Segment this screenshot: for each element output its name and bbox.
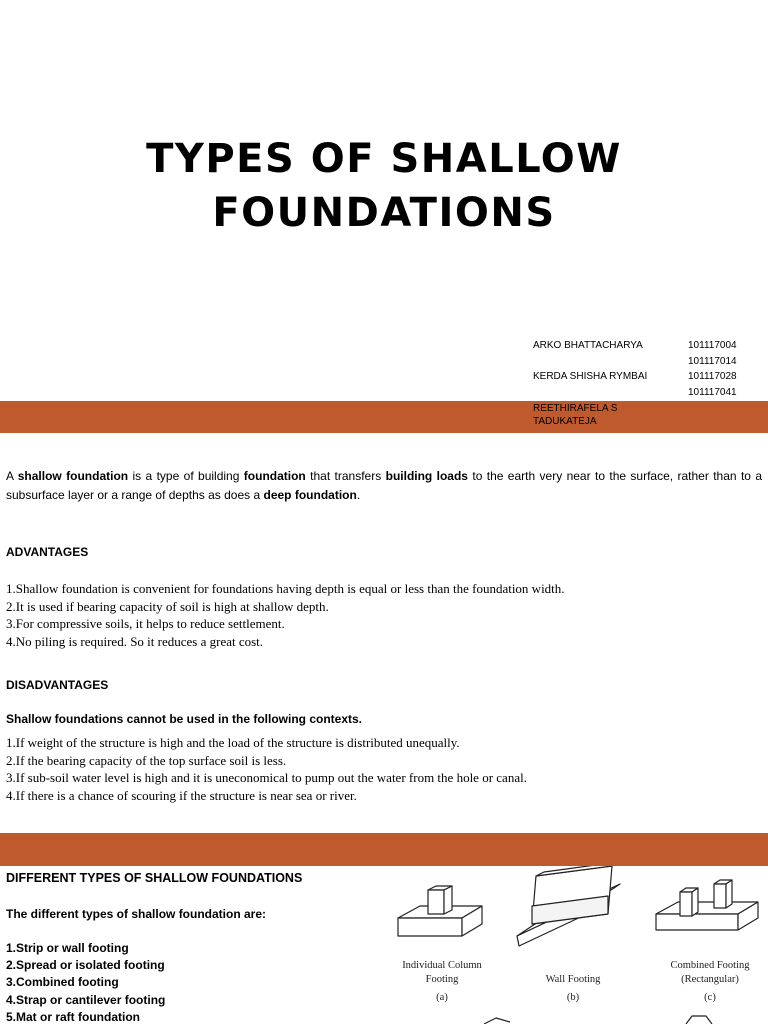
author-id: 101117004 xyxy=(688,340,737,351)
figure-label-a-line1: Individual Column xyxy=(402,960,482,971)
advantages-heading: ADVANTAGES xyxy=(6,545,89,559)
title-line-2: FOUNDATIONS xyxy=(212,190,556,236)
figure-tag-b: (b) xyxy=(566,992,580,1003)
author-name xyxy=(533,354,688,370)
raft-footing-partial-drawing xyxy=(686,1016,712,1024)
figure-label-c-line1: Combined Footing xyxy=(670,960,750,971)
list-item: 4.No piling is required. So it reduces a great cost. xyxy=(6,633,264,649)
types-intro: The different types of shallow foundation are: xyxy=(6,907,267,921)
disadvantages-heading: DISADVANTAGES xyxy=(6,678,109,692)
list-item: 2.Spread or isolated footing xyxy=(6,958,165,973)
author-name xyxy=(533,385,688,401)
figure-tag-a: (a) xyxy=(436,992,448,1003)
intro-text: is a type of building xyxy=(128,469,244,483)
author-name: ARKO BHATTACHARYA xyxy=(533,340,643,351)
strap-footing-partial-drawing xyxy=(484,1018,510,1024)
author-id: 101117014 xyxy=(688,355,737,367)
list-item: 2.It is used if bearing capacity of soil is high at shallow depth. xyxy=(6,598,329,614)
list-item: 4.If there is a chance of scouring if the structure is near sea or river. xyxy=(6,787,357,803)
intro-bold-term: deep foundation xyxy=(263,488,357,502)
author-row xyxy=(533,354,768,370)
disadvantages-subheading: Shallow foundations cannot be used in the following contexts. xyxy=(6,712,363,726)
author-list xyxy=(533,338,768,400)
author-row xyxy=(533,385,768,401)
list-item: 3.Combined footing xyxy=(6,975,119,990)
author-extra-line-1: REETHIRAFELA S xyxy=(533,403,618,414)
figure-label-c-line2: (Rectangular) xyxy=(681,974,739,985)
figure-tag-c: (c) xyxy=(704,992,716,1003)
list-item: 3.If sub-soil water level is high and it is uneconomical to pump out the water from the hole or canal. xyxy=(6,770,527,785)
intro-text: A xyxy=(6,469,18,483)
disadvantages-list xyxy=(6,734,527,804)
advantages-list xyxy=(6,580,565,650)
list-item: 2.If the bearing capacity of the top surface soil is less. xyxy=(6,752,287,768)
author-id: 101117028 xyxy=(688,371,737,382)
types-list xyxy=(6,940,165,1026)
author-extra-line-2: TADUKATEJA xyxy=(533,416,597,427)
wall-footing-drawing xyxy=(517,866,620,946)
title-line-1: TYPES OF SHALLOW xyxy=(146,136,622,182)
list-item: 1.Strip or wall footing xyxy=(6,941,129,955)
list-item: 4.Strap or cantilever footing xyxy=(6,992,166,1007)
footing-types-figure xyxy=(392,866,768,1024)
combined-footing-drawing xyxy=(656,880,758,930)
individual-column-footing-drawing xyxy=(398,886,482,936)
page-title xyxy=(0,132,768,240)
intro-text: that transfers xyxy=(305,469,386,483)
figure-label-b: Wall Footing xyxy=(545,974,601,985)
author-row xyxy=(533,369,768,385)
divider-band xyxy=(0,401,768,433)
list-item: 1.Shallow foundation is convenient for foundations having depth is equal or less than the foundation width. xyxy=(6,581,565,596)
author-names-extra xyxy=(533,402,617,428)
list-item: 3.For compressive soils, it helps to reduce settlement. xyxy=(6,616,285,631)
figure-label-a-line2: Footing xyxy=(425,974,459,985)
intro-bold-term: building loads xyxy=(385,469,468,483)
author-row xyxy=(533,338,768,354)
author-id: 101117041 xyxy=(688,386,737,398)
intro-bold-term: foundation xyxy=(243,469,306,483)
intro-text: to the earth very near to the surface, rather than to a subsurface layer or a range of depths as does a xyxy=(6,469,763,502)
intro-paragraph xyxy=(6,467,762,505)
author-name: KERDA SHISHA RYMBAI xyxy=(533,371,648,382)
intro-bold-term: shallow foundation xyxy=(17,469,129,483)
types-heading: DIFFERENT TYPES OF SHALLOW FOUNDATIONS xyxy=(6,871,303,885)
list-item: 5.Mat or raft foundation xyxy=(6,1009,140,1024)
intro-text: . xyxy=(356,488,361,502)
list-item: 1.If weight of the structure is high and the load of the structure is distributed unequally. xyxy=(6,735,460,750)
divider-band xyxy=(0,833,768,866)
